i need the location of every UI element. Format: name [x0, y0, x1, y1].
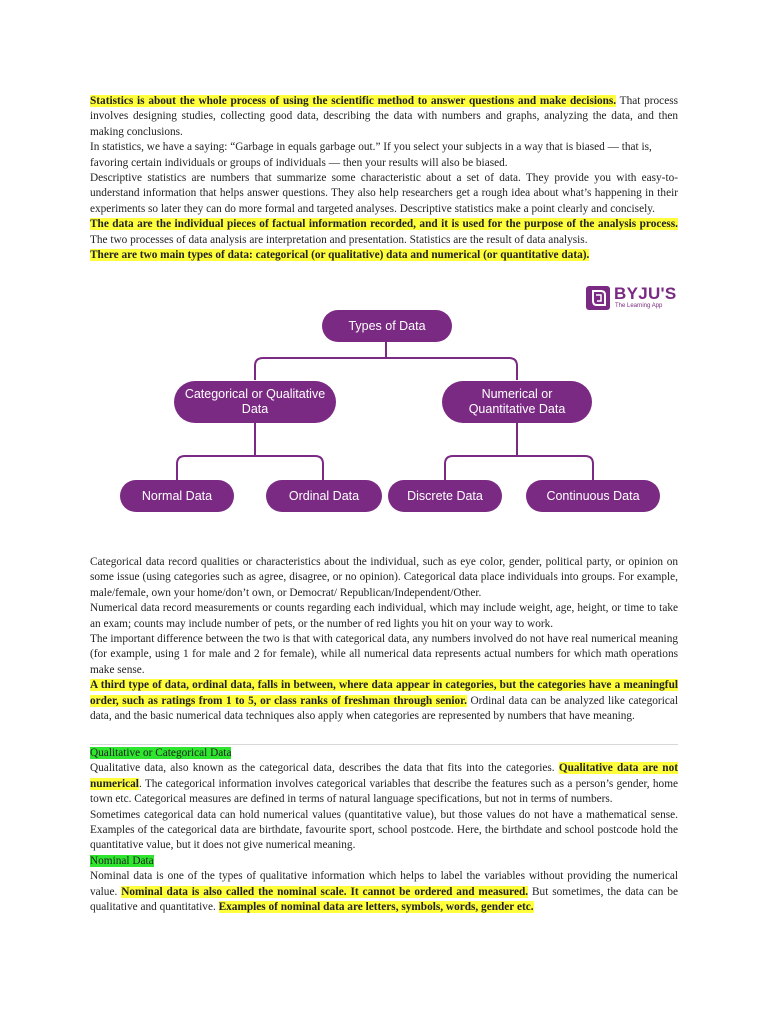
difference-paragraph: The important difference between the two is that with categorical data, any numbers involved do not have real numerical meaning (for example, using 1 for male and 2 for female), while all numerical data represents actual numbers for which math operations make sense.	[90, 633, 678, 676]
data-types-section	[90, 555, 678, 724]
body-text: The two processes of data analysis are interpretation and presentation. Statistics are the result of data analysis.	[90, 233, 588, 246]
node-normal-data: Normal Data	[120, 480, 234, 512]
logo-tagline: The Learning App	[615, 303, 663, 309]
node-types-of-data: Types of Data	[322, 310, 452, 342]
highlight-text: Statistics is about the whole process of using the scientific method to answer questions and make decisions.	[90, 95, 617, 107]
node-discrete-data: Discrete Data	[388, 480, 502, 512]
qualitative-heading: Qualitative or Categorical Data	[90, 747, 232, 759]
highlight-text: Examples of nominal data are letters, symbols, words, gender etc.	[218, 901, 534, 914]
numerical-paragraph: Numerical data record measurements or counts regarding each individual, which may include weight, age, height, or time to take an exam; counts may include number of pets, or the number of red lights you hit on your way to work.	[90, 602, 678, 630]
qualitative-paragraph-1	[90, 761, 678, 807]
node-ordinal-data: Ordinal Data	[266, 480, 382, 512]
node-numerical: Numerical or Quantitative Data	[442, 381, 592, 423]
nominal-heading: Nominal Data	[90, 854, 154, 867]
logo-name: BYJU'S	[614, 284, 677, 303]
categorical-paragraph: Categorical data record qualities or characteristics about the individual, such as eye color, gender, political party, or opinion on some issue (using categories such as agree, disagree, or no opinion). Categorical data place individuals into groups. For example, male/female, own your home/don’t own, or Democrat/ Republican/Independent/Other.	[90, 556, 678, 599]
intro-paragraph-3: Descriptive statistics are numbers that summarize some characteristic about a set of data. They provide you with easy-to-understand information that helps answer questions. They also help researchers get a rough idea about what’s happening in their experiments so later they can do more formal and targeted analyses. Descriptive statistics make a point clearly and concisely.	[90, 172, 678, 215]
body-text: Nominal data is one of the types of qualitative information which helps to label the variables without providing the numerical value.	[90, 870, 678, 898]
highlight-text: There are two main types of data: categorical (or qualitative) data and numerical (or quantitative data).	[90, 249, 590, 262]
qualitative-paragraph-2: Sometimes categorical data can hold numerical values (quantitative value), but those values do not have a mathematical sense. Examples of the categorical data are birthdate, favourite sport, school postcode. Here, the birthdate and school postcode hold the quantitative value, but it does not give numerical meaning.	[90, 808, 678, 852]
section-divider	[90, 744, 678, 745]
node-continuous-data: Continuous Data	[526, 480, 660, 512]
body-text: That process involves designing studies, collecting good data, describing the data with numbers and graphs, analyzing the data, and then making conclusions.	[90, 95, 679, 138]
highlight-text: Nominal data is also called the nominal scale. It cannot be ordered and measured.	[121, 885, 529, 898]
intro-paragraph-4	[90, 217, 678, 248]
highlight-text: A third type of data, ordinal data, falls in between, where data appear in categories, but the categories have a meaningful order, such as ratings from 1 to 5, or class ranks of freshman through senior.	[90, 679, 678, 707]
ordinal-paragraph	[90, 678, 678, 724]
intro-paragraph-1	[90, 94, 678, 140]
intro-section	[90, 94, 678, 263]
body-text: Qualitative data, also known as the categorical data, describes the data that fits into the categories.	[90, 762, 559, 775]
types-of-data-diagram	[90, 280, 690, 525]
qualitative-section	[90, 746, 678, 915]
intro-paragraph-2: In statistics, we have a saying: “Garbage in equals garbage out.” If you select your subjects in a way that is biased — that is, favoring certain individuals or groups of individuals — then your results will also be biased.	[90, 141, 652, 169]
intro-paragraph-5	[90, 248, 678, 263]
highlight-text: The data are the individual pieces of factual information recorded, and it is used for the purpose of the analysis process.	[90, 218, 678, 231]
body-text: Ordinal data can be analyzed like categorical data, and the basic numerical data techniques also apply when categories are represented by numbers that have meaning.	[90, 694, 678, 723]
node-categorical: Categorical or Qualitative Data	[174, 381, 336, 423]
nominal-paragraph	[90, 869, 678, 915]
highlight-text: Qualitative data are not numerical	[90, 762, 678, 790]
body-text: But sometimes, the data can be qualitative and quantitative.	[90, 885, 678, 914]
body-text: . The categorical information involves categorical variables that describe the features such as a person’s gender, home town etc. Categorical measures are defined in terms of natural language specifications, but not in terms of numbers.	[90, 777, 678, 806]
